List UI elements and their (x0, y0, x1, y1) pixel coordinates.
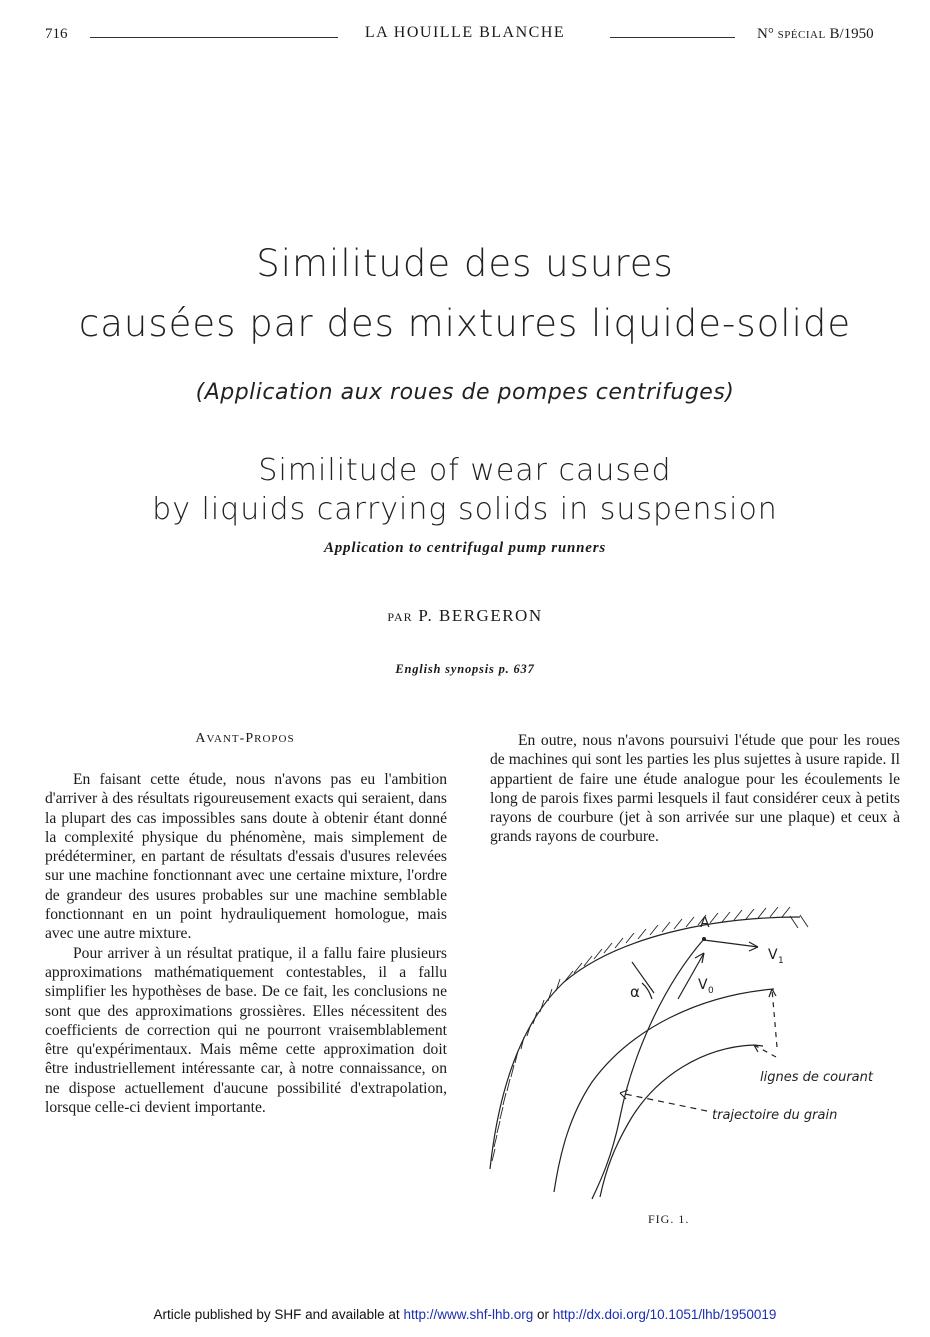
figure-1-diagram (482, 907, 902, 1207)
left-column (45, 770, 447, 1117)
v0-subscript: 0 (708, 986, 714, 996)
streamline-1 (554, 989, 774, 1192)
footer-notice (0, 1307, 930, 1322)
grain-trajectory (592, 939, 704, 1199)
leader-trajectory (620, 1093, 707, 1111)
point-a-marker (702, 937, 706, 941)
v0-label: V (698, 977, 708, 993)
wall-curve (490, 917, 800, 1169)
author-name: P. BERGERON (412, 606, 543, 625)
title-en-line1: Similitude of wear caused (258, 453, 672, 488)
footer-link-shf[interactable]: http://www.shf-lhb.org (403, 1307, 534, 1322)
streamlines-label: lignes de courant (760, 1070, 873, 1085)
figure-caption: FIG. 1. (648, 1212, 690, 1226)
title-en-line2: by liquids carrying solids in suspension (152, 492, 778, 527)
english-synopsis-note: English synopsis p. 637 (395, 662, 535, 676)
page-number: 716 (45, 26, 68, 42)
footer-link-doi[interactable]: http://dx.doi.org/10.1051/lhb/1950019 (552, 1307, 777, 1322)
section-word2-rest: ROPOS (254, 733, 295, 745)
issue-number (757, 26, 874, 43)
journal-name: LA HOUILLE BLANCHE (364, 24, 566, 41)
right-column (490, 731, 900, 847)
v1-subscript: 1 (778, 956, 784, 966)
section-word1-rest: VANT (206, 733, 240, 745)
author-prefix: PAR (387, 610, 413, 624)
footer-text-middle: or (533, 1307, 553, 1322)
trajectory-label: trajectoire du grain (712, 1108, 838, 1123)
point-a-label: A (700, 915, 710, 931)
author-line (0, 606, 930, 626)
paragraph: En outre, nous n'avons poursuivi l'étude que pour les roues de machines qui sont les parties les plus sujettes à usure rapide. Il appartient de faire une étude analogue pour les écoulements le long de parois fixes parmi lesquels il faut considérer ceux à petits rayons de courbure (jet à son arrivée sur une plaque) et ceux à grands rayons de courbure. (490, 732, 900, 846)
section-heading (45, 731, 445, 747)
footer-text-before: Article published by SHF and available at (153, 1307, 404, 1322)
title-fr-line1: Similitude des usures (256, 242, 674, 285)
issue-suffix: B/1950 (825, 26, 874, 42)
paragraph: En faisant cette étude, nous n'avons pas eu l'ambition d'arriver à des résultats rigoureusement exacts qui seraient, dans la plupart des cas impossibles sans doute à obtenir étant donné la complexité physique du phénomène, mais simplement de prédéterminer, en partant de résultats d'essais d'usures relevées sur une machine fonctionnant avec une certaine mixture, l'ordre de grandeur des usures probables sur une machine semblable fonctionnant en un point hydrauliquement homologue, mais avec une autre mixture. (45, 771, 447, 943)
leader-streamline-1 (772, 989, 777, 1047)
velocity-v1-arrow (704, 940, 758, 947)
paragraph: Pour arriver à un résultat pratique, il a fallu faire plusieurs approximations mathématiquement contestables, il a fallu simplifier les hypothèses de base. De ce fait, les conclusions ne sont que des approximations grossières. Elles nécessitent des coefficients de correction qui ne pourront vraisemblablement être qu'expérimentaux. Mais même cette approximation doit être industriellement intéressante car, à notre connaissance, on ne dispose actuellement d'aucune possibilité d'extrapolation, lorsque celle-ci devient importante. (45, 944, 447, 1117)
section-dash: - (239, 731, 246, 746)
header-rule-right (610, 37, 735, 38)
title-fr-line2: causées par des mixtures liquide-solide (78, 302, 852, 345)
v1-label: V (768, 947, 778, 963)
subtitle-en: Application to centrifugal pump runners (323, 540, 607, 556)
subtitle-fr: (Application aux roues de pompes centrifuges) (195, 380, 735, 405)
issue-prefix: N° (757, 26, 778, 42)
issue-smallcaps: SPÉCIAL (777, 29, 826, 41)
alpha-label: α (630, 983, 640, 1001)
section-first-letter: A (195, 731, 207, 746)
section-second-letter: P (245, 731, 255, 746)
